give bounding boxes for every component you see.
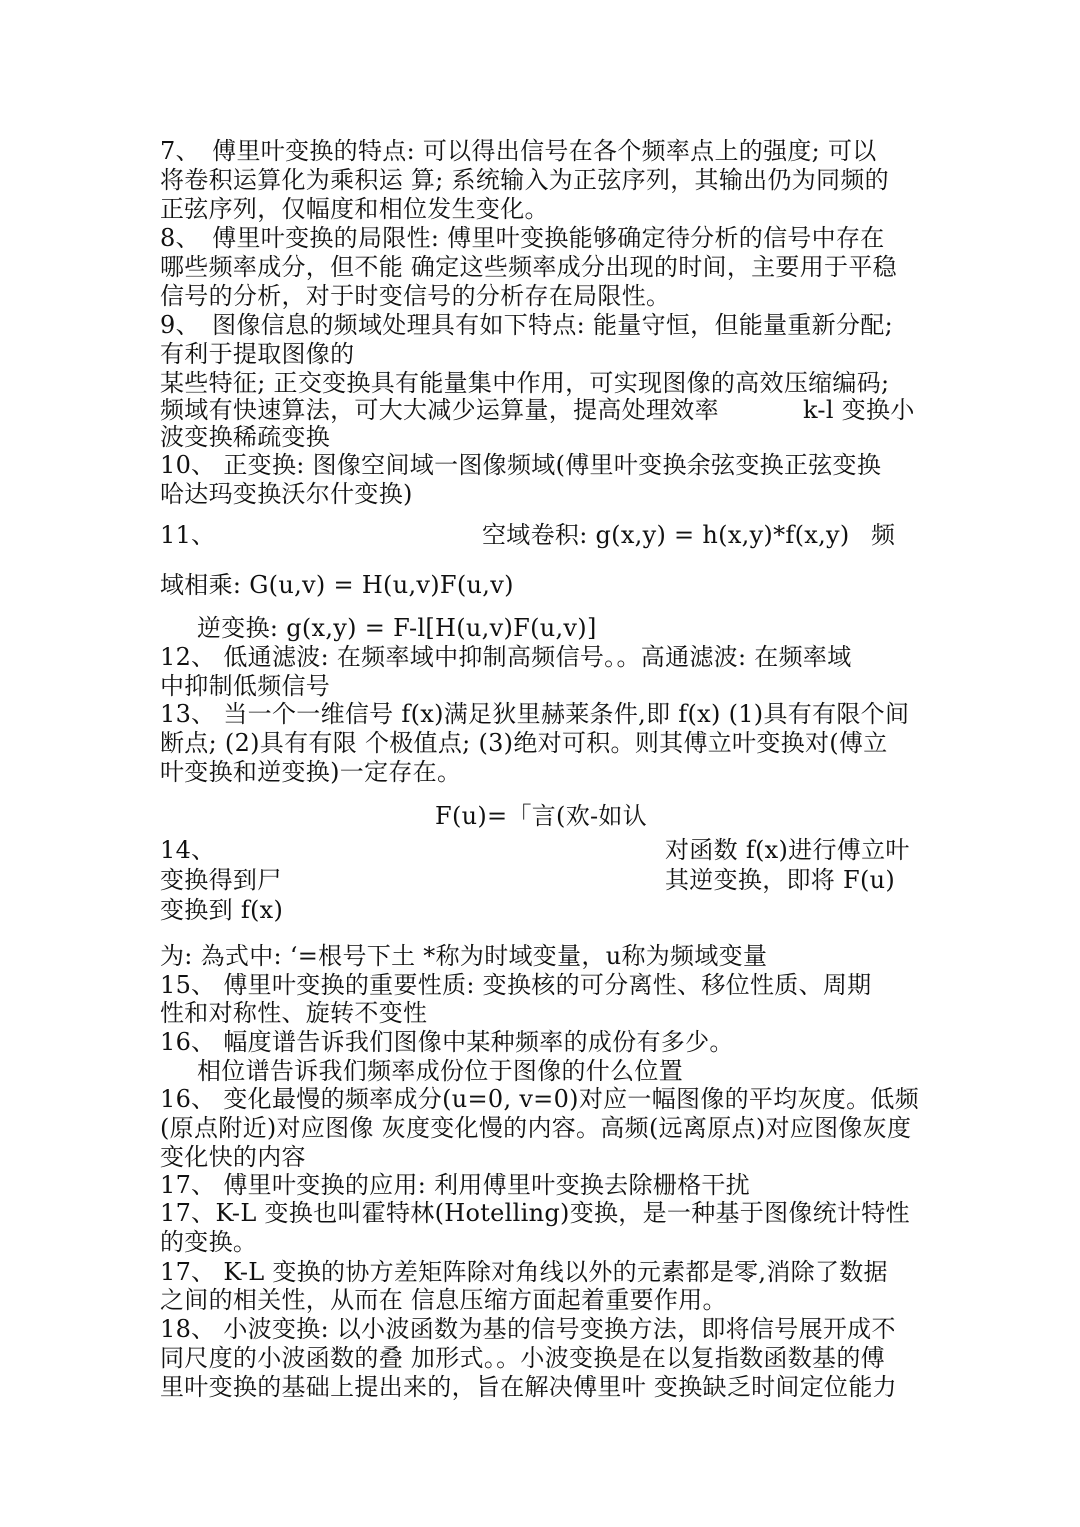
item-13-line-1: 13、 当一个一维信号 f(x)满足狄里赫莱条件,即 f(x) (1)具有有限个间: [160, 700, 910, 728]
item-8-line-3: 信号的分析，对于时变信号的分析存在局限性。: [160, 282, 671, 310]
item-9-line-4-tail: k-l 变换小: [803, 396, 915, 424]
item-13-line-3: 叶变换和逆变换)一定存在。: [160, 758, 462, 786]
item-14-left-3: 变换到 f(x): [160, 896, 284, 924]
item-10-line-1: 10、 正变换: 图像空间域一图像频域(傅里叶变换余弦变换正弦变换: [160, 451, 882, 479]
item-16a-line-2: 相位谱告诉我们频率成份位于图像的什么位置: [197, 1057, 683, 1085]
item-11-number: 11、: [160, 521, 216, 549]
item-11-line-2: 域相乘: G(u,v) = H(u,v)F(u,v): [160, 571, 514, 599]
item-7-line-2: 将卷积运算化为乘积运 算; 系统输入为正弦序列，其输出仍为同频的: [160, 166, 889, 194]
item-16b-line-2: (原点附近)对应图像 灰度变化慢的内容。高频(远离原点)对应图像灰度: [160, 1114, 912, 1142]
item-7-line-1: 7、 傅里叶变换的特点: 可以得出信号在各个频率点上的强度; 可以: [160, 137, 877, 165]
item-12-line-1: 12、 低通滤波: 在频率域中抑制高频信号。。高通滤波: 在频率域: [160, 643, 852, 671]
item-11-line-3: 逆变换: g(x,y) = F-l[H(u,v)F(u,v)]: [197, 614, 597, 642]
item-17b-line-1: 17、K-L 变换也叫霍特林(Hotelling)变换，是一种基于图像统计特性: [160, 1199, 910, 1227]
item-18-line-3: 里叶变换的基础上提出来的，旨在解决傅里叶 变换缺乏时间定位能力: [160, 1373, 897, 1401]
item-18-line-2: 同尺度的小波函数的叠 加形式。。小波变换是在以复指数函数基的傅: [160, 1344, 885, 1372]
item-11-tail: 频: [871, 521, 896, 549]
item-9-line-4: 频域有快速算法，可大大减少运算量，提高处理效率: [160, 396, 719, 424]
fourier-formula: F(u)=「言(欢-如认: [435, 802, 648, 830]
item-11-convolution: 空域卷积: g(x,y) = h(x,y)*f(x,y): [482, 521, 850, 549]
item-13-line-2: 断点; (2)具有有限 个极值点; (3)绝对可积。则其傅立叶变换对(傅立: [160, 729, 888, 757]
item-16b-line-1: 16、 变化最慢的频率成分(u=0, v=0)对应一幅图像的平均灰度。低频: [160, 1085, 920, 1113]
item-9-line-3: 某些特征; 正交变换具有能量集中作用，可实现图像的高效压缩编码;: [160, 369, 890, 397]
item-14-right-1: 对函数 f(x)进行傅立叶: [665, 836, 910, 864]
item-8-line-1: 8、 傅里叶变换的局限性: 傅里叶变换能够确定待分析的信号中存在: [160, 224, 885, 252]
item-17c-line-1: 17、 K-L 变换的协方差矩阵除对角线以外的元素都是零,消除了数据: [160, 1258, 888, 1286]
item-17b-line-2: 的变换。: [160, 1228, 258, 1256]
item-15-line-1: 15、 傅里叶变换的重要性质: 变换核的可分离性、移位性质、周期: [160, 971, 872, 999]
item-8-line-2: 哪些频率成分，但不能 确定这些频率成分出现的时间，主要用于平稳: [160, 253, 897, 281]
item-15-line-2: 性和对称性、旋转不变性: [160, 999, 428, 1027]
item-12-line-2: 中抑制低频信号: [160, 672, 331, 700]
item-16a-line-1: 16、 幅度谱告诉我们图像中某种频率的成份有多少。: [160, 1028, 734, 1056]
item-9-line-5: 波变换稀疏变换: [160, 423, 331, 451]
item-7-line-3: 正弦序列，仅幅度和相位发生变化。: [160, 195, 549, 223]
item-17c-line-2: 之间的相关性，从而在 信息压缩方面起着重要作用。: [160, 1286, 727, 1314]
item-14-right-2: 其逆变换，即将 F(u): [665, 866, 896, 894]
item-14-number: 14、: [160, 836, 216, 864]
item-17a-line-1: 17、 傅里叶变换的应用: 利用傅里叶变换去除栅格干扰: [160, 1171, 750, 1199]
item-14-line-4: 为: 為式中: ‘=根号下土 *称为时域变量，u称为频域变量: [160, 942, 768, 970]
item-16b-line-3: 变化快的内容: [160, 1143, 306, 1171]
item-9-line-1: 9、 图像信息的频域处理具有如下特点: 能量守恒，但能量重新分配;: [160, 311, 893, 339]
item-14-left-2: 变换得到尸: [160, 866, 282, 894]
item-9-line-2: 有利于提取图像的: [160, 340, 355, 368]
item-10-line-2: 哈达玛变换沃尔什变换): [160, 480, 413, 508]
item-18-line-1: 18、 小波变换: 以小波函数为基的信号变换方法，即将信号展开成不: [160, 1315, 896, 1343]
